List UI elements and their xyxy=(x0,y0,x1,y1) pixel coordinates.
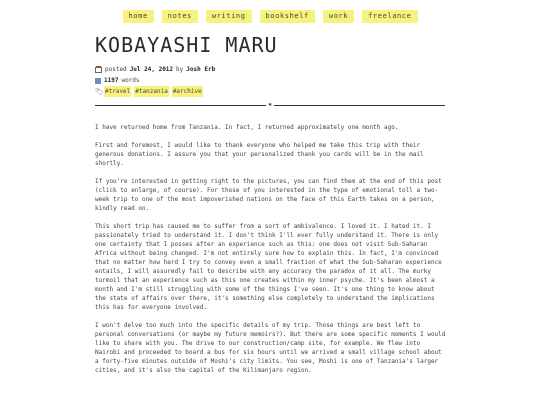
paragraph: First and foremost, I would like to thank everyone who helped me take this trip with their generous donations. I assure you that your personalized thank you cards will be in the mail shortly. xyxy=(95,142,424,167)
paragraph: I won't delve too much into the specific details of my trip. Those things are best left to personal conversations (or maybe my future memoirs?). But there are some specific moments I would like to share with you. The drive to our construction/camp site, for example. We flew into Nairobi and proceeded to board a bus for six hours until we arrived a small village school about a forty-five minutes outside of Moshi's city limits. You see, Moshi is one of Tanzania's larger cities, and it's also the capital of the Kilimanjaro region. xyxy=(95,322,446,374)
tag-icon: 🏷 xyxy=(95,87,104,96)
nav-home[interactable]: home xyxy=(123,10,154,23)
tag-tanzania[interactable]: #tanzania xyxy=(135,88,168,95)
nav-freelance[interactable]: freelance xyxy=(362,10,417,23)
word-count-row xyxy=(95,75,215,86)
post-body xyxy=(95,123,447,384)
post-date: Jul 24, 2012 xyxy=(129,66,174,73)
nav-notes[interactable]: notes xyxy=(162,10,198,23)
nav-bookshelf[interactable]: bookshelf xyxy=(260,10,315,23)
post-author[interactable]: Josh Erb xyxy=(186,66,216,73)
paragraph: I have returned home from Tanzania. In fact, I returned approximately one month ago. xyxy=(95,124,399,131)
tag-travel[interactable]: #travel xyxy=(105,88,131,95)
paragraph: This short trip has caused me to suffer from a sort of ambivalence. I loved it. I hated it. I passionately tried to understand it. I don't think I'll ever fully understand it. There is only one certainty that I posses after an experience such as this: one does not visit Sub-Saharan Africa without being changed. I'm not entirely sure how to explain this. In fact, I'm convinced that no matter how hard I try to convey even a small fraction of what the Sub-Saharan experience entails, I will assuredly fail to describe with any accuracy the paradox of it all. The murky turmoil that an experience such as this one creates within my inner psyche. It's been almost a month and I'm still struggling with some of the things I've seen. It's one thing to know about the state of affairs over there, it's something else completely to understand the implications this has for everyone involved. xyxy=(95,223,442,311)
main-nav xyxy=(0,10,540,23)
posted-prefix: posted xyxy=(105,66,127,73)
tags-row xyxy=(95,86,215,97)
divider-star-icon: ★ xyxy=(268,100,273,108)
nav-work[interactable]: work xyxy=(323,10,354,23)
paragraph: If you're interested in getting right to the pictures, you can find them at the end of this post (click to enlarge, of course). For those of you interested in the type of emotional toll a two-week trip to one of the most impoverished nations on the face of this Earth takes on a person, kindly read on. xyxy=(95,178,442,212)
counter-icon xyxy=(95,78,101,84)
word-count: 1197 xyxy=(104,77,119,84)
post-meta xyxy=(95,64,215,97)
calendar-icon xyxy=(95,67,102,73)
post-date-row xyxy=(95,64,215,75)
by-label: by xyxy=(176,66,184,73)
nav-writing[interactable]: writing xyxy=(206,10,252,23)
post-title: KOBAYASHI MARU xyxy=(95,33,278,57)
tag-archive[interactable]: #archive xyxy=(172,88,202,95)
words-label: words xyxy=(121,77,140,84)
